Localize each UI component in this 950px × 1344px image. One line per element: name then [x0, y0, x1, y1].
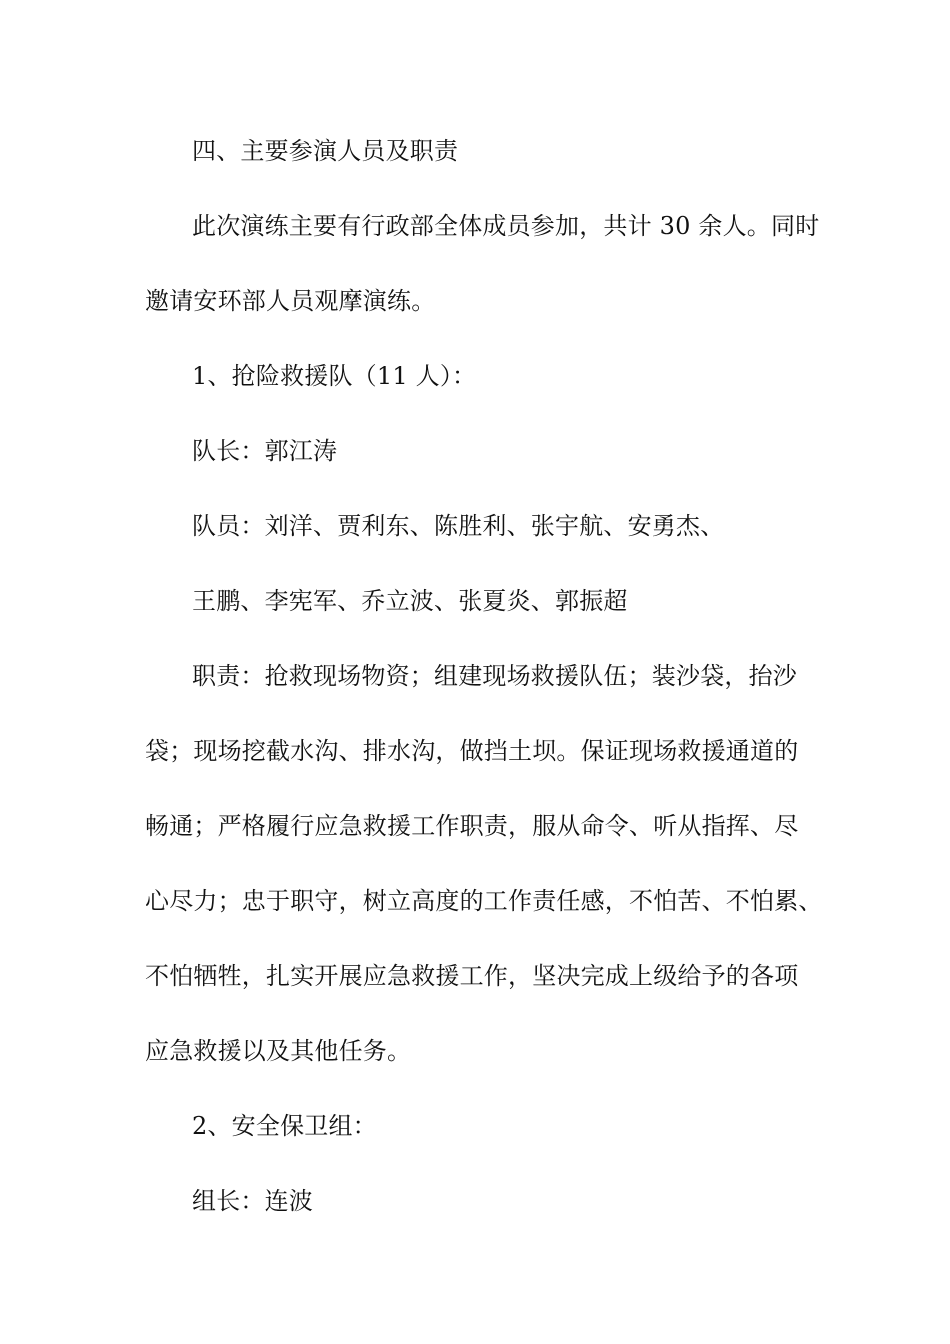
team-leader-line: 组长：连波: [192, 1187, 313, 1215]
team-heading: 1、抢险救援队（11 人）：: [192, 362, 477, 390]
duties-line: 应急救援以及其他任务。: [145, 1037, 412, 1065]
duties-line: 畅通；严格履行应急救援工作职责，服从命令、听从指挥、尽: [145, 812, 799, 840]
paragraph-line: 此次演练主要有行政部全体成员参加，共计 30 余人。同时: [192, 212, 820, 240]
team-leader-line: 队长：郭江涛: [192, 437, 338, 465]
section-heading: 四、主要参演人员及职责: [192, 137, 459, 165]
duties-line: 不怕牺牲，扎实开展应急救援工作，坚决完成上级给予的各项: [145, 962, 799, 990]
team-members-line: 王鹏、李宪军、乔立波、张夏炎、郭振超: [192, 587, 628, 615]
duties-line: 职责：抢救现场物资；组建现场救援队伍；装沙袋，抬沙: [192, 662, 797, 690]
paragraph-line: 邀请安环部人员观摩演练。: [145, 287, 436, 315]
team-members-line: 队员：刘洋、贾利东、陈胜利、张宇航、安勇杰、: [192, 512, 725, 540]
duties-line: 袋；现场挖截水沟、排水沟，做挡土坝。保证现场救援通道的: [145, 737, 799, 765]
team-heading: 2、安全保卫组：: [192, 1112, 377, 1140]
duties-line: 心尽力；忠于职守，树立高度的工作责任感，不怕苦、不怕累、: [145, 887, 823, 915]
